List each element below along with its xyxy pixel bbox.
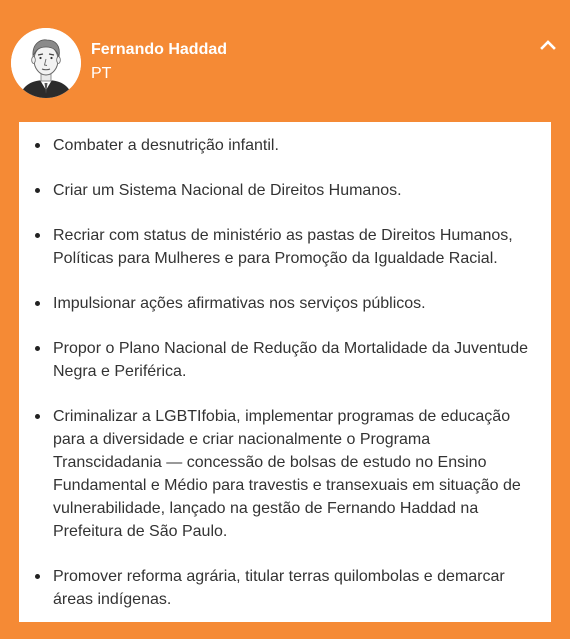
proposals-panel xyxy=(19,122,551,622)
candidate-avatar xyxy=(11,28,81,98)
proposal-text: Combater a desnutrição infantil. xyxy=(53,137,279,154)
candidate-party: PT xyxy=(91,65,112,82)
candidate-name: Fernando Haddad xyxy=(91,41,228,58)
list-item xyxy=(35,224,535,270)
proposal-text: Impulsionar ações afirmativas nos serviços públicos. xyxy=(53,295,426,312)
list-item xyxy=(35,337,535,383)
chevron-up-icon xyxy=(536,33,560,57)
bullet-icon xyxy=(35,188,40,193)
bullet-icon xyxy=(35,346,40,351)
list-item xyxy=(35,134,535,157)
bullet-icon xyxy=(35,301,40,306)
bullet-icon xyxy=(35,574,40,579)
list-item xyxy=(35,405,535,543)
proposals-list xyxy=(35,134,535,611)
list-item xyxy=(35,292,535,315)
collapse-button[interactable] xyxy=(536,33,560,57)
proposal-text: Recriar com status de ministério as pastas de Direitos Humanos, Políticas para Mulheres e para Promoção da Igualdade Racial. xyxy=(53,227,513,267)
proposal-text: Propor o Plano Nacional de Redução da Mortalidade da Juventude Negra e Periférica. xyxy=(53,340,528,380)
proposal-text: Criar um Sistema Nacional de Direitos Humanos. xyxy=(53,182,402,199)
list-item xyxy=(35,179,535,202)
bullet-icon xyxy=(35,414,40,419)
candidate-header[interactable] xyxy=(0,0,570,118)
proposal-text: Promover reforma agrária, titular terras quilombolas e demarcar áreas indígenas. xyxy=(53,568,505,608)
bullet-icon xyxy=(35,143,40,148)
proposal-text: Criminalizar a LGBTIfobia, implementar programas de educação para a diversidade e criar nacionalmente o Programa Transcidadania — concessão de bolsas de estudo no Ensino Fundamental e Médio para travestis e transexuais em situação de vulnerabilidade, lançado na gestão de Fernando Haddad na Prefeitura de São Paulo. xyxy=(53,408,521,540)
candidate-portrait-icon xyxy=(11,28,81,98)
bullet-icon xyxy=(35,233,40,238)
list-item xyxy=(35,565,535,611)
